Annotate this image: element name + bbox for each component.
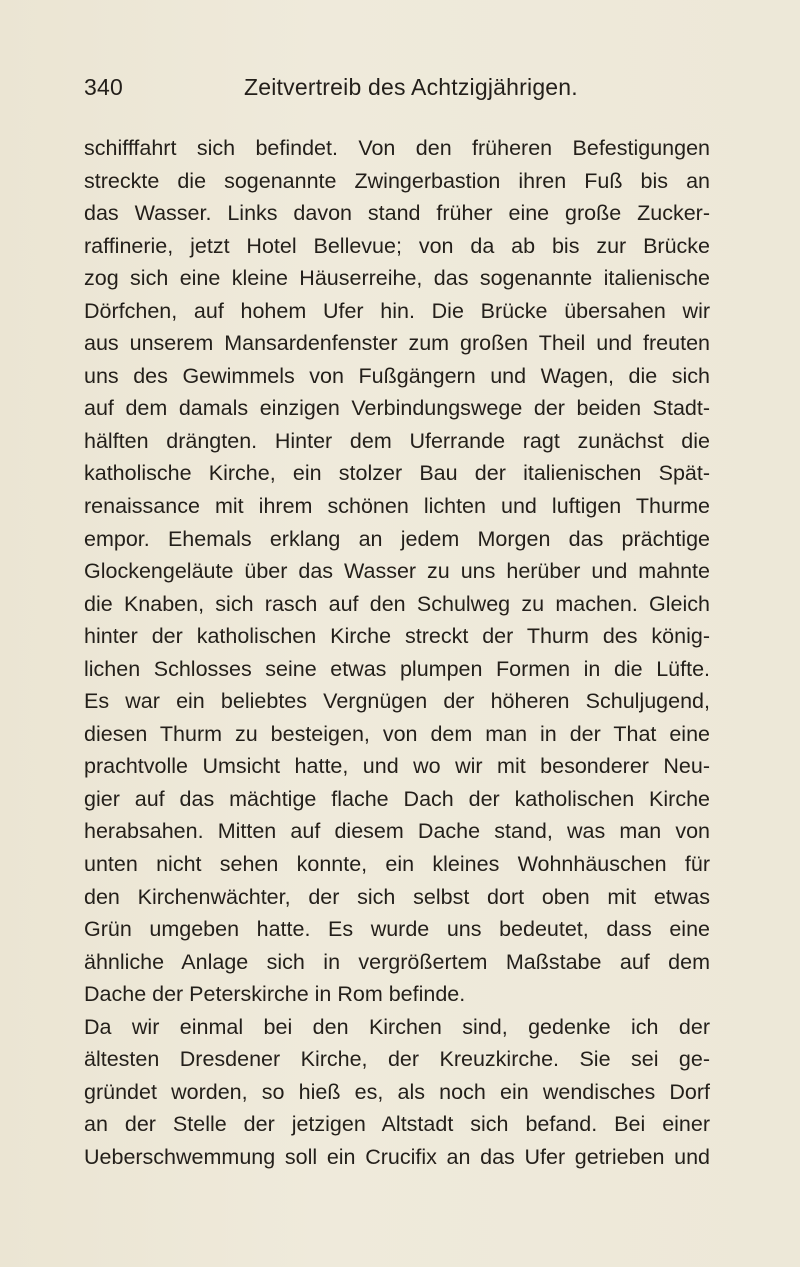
text-line: hälften drängten. Hinter dem Uferrande ragt zunächst die (84, 428, 710, 453)
text-line: schifffahrt sich befindet. Von den früheren Befestigungen (84, 136, 710, 160)
text-line: ähnliche Anlage sich in vergrößertem Maßstabe auf dem (84, 949, 710, 974)
text-line: Glockengeläute über das Wasser zu uns herüber und mahnte (84, 559, 710, 584)
text-line: hinter der katholischen Kirche streckt der Thurm des könig- (84, 624, 710, 649)
page-header (84, 74, 724, 114)
text-line: Dörfchen, auf hohem Ufer hin. Die Brücke übersahen wir (84, 298, 710, 323)
text-line: uns des Gewimmels von Fußgängern und Wagen, die sich (84, 363, 710, 388)
text-line: lichen Schlosses seine etwas plumpen Formen in die Lüfte. (84, 656, 710, 681)
text-line: ältesten Dresdener Kirche, der Kreuzkirche. Sie sei ge- (84, 1047, 710, 1072)
text-line: das Wasser. Links davon stand früher eine große Zucker- (84, 201, 710, 226)
text-line: diesen Thurm zu besteigen, von dem man in der That eine (84, 721, 710, 746)
body-text (84, 132, 710, 1174)
text-line: gier auf das mächtige flache Dach der katholischen Kirche (84, 786, 710, 811)
text-line: aus unserem Mansardenfenster zum großen Theil und freuten (84, 331, 710, 356)
text-line: raffinerie, jetzt Hotel Bellevue; von da ab bis zur Brücke (84, 233, 710, 258)
text-line: Ueberschwemmung soll ein Crucifix an das Ufer getrieben und (84, 1144, 710, 1169)
text-line: prachtvolle Umsicht hatte, und wo wir mit besonderer Neu- (84, 754, 710, 779)
text-line: Es war ein beliebtes Vergnügen der höheren Schuljugend, (84, 689, 710, 714)
text-line: gründet worden, so hieß es, als noch ein wendisches Dorf (84, 1079, 710, 1104)
text-line: Grün umgeben hatte. Es wurde uns bedeutet, dass eine (84, 917, 710, 942)
text-line: zog sich eine kleine Häuserreihe, das sogenannte italienische (84, 266, 710, 291)
paragraph-end-line: Dache der Peterskirche in Rom befinde. (84, 982, 466, 1007)
text-line: Da wir einmal bei den Kirchen sind, gedenke ich der (84, 1014, 710, 1039)
text-line: an der Stelle der jetzigen Altstadt sich befand. Bei einer (84, 1112, 710, 1137)
running-head: Zeitvertreib des Achtzigjährigen. (244, 74, 578, 100)
text-line: herabsahen. Mitten auf diesem Dache stand, was man von (84, 819, 710, 844)
text-line: den Kirchenwächter, der sich selbst dort oben mit etwas (84, 884, 710, 909)
page-number: 340 (84, 74, 123, 100)
text-line: katholische Kirche, ein stolzer Bau der italienischen Spät- (84, 461, 710, 486)
text-line: streckte die sogenannte Zwingerbastion ihren Fuß bis an (84, 168, 710, 193)
text-line: renaissance mit ihrem schönen lichten und luftigen Thurme (84, 494, 710, 519)
text-line: unten nicht sehen konnte, ein kleines Wohnhäuschen für (84, 852, 710, 877)
text-line: die Knaben, sich rasch auf den Schulweg zu machen. Gleich (84, 591, 710, 616)
text-line: auf dem damals einzigen Verbindungswege der beiden Stadt- (84, 396, 710, 421)
text-line: empor. Ehemals erklang an jedem Morgen das prächtige (84, 526, 710, 551)
